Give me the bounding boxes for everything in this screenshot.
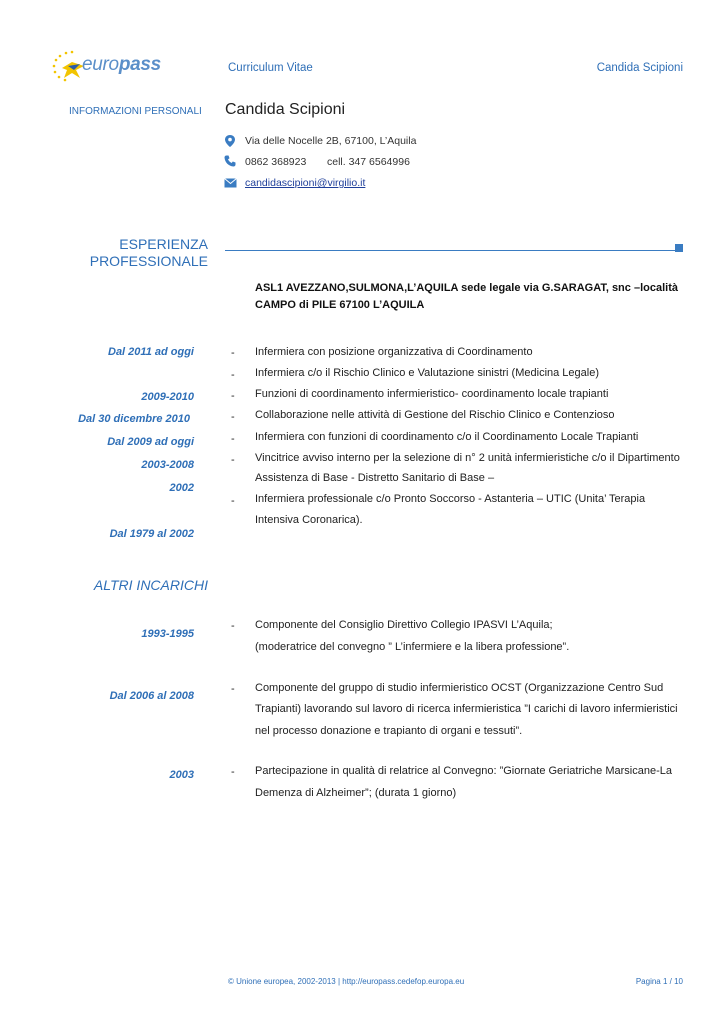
other-role-date: 2003 bbox=[169, 769, 194, 781]
bullet-dash: - bbox=[231, 620, 235, 632]
section-divider-end bbox=[675, 244, 683, 252]
experience-date: Dal 1979 al 2002 bbox=[109, 528, 194, 540]
section-divider bbox=[225, 250, 675, 251]
location-pin-icon bbox=[224, 135, 236, 147]
experience-item: Infermiera con funzioni di coordinamento c/o il Coordinamento Locale Trapianti bbox=[255, 431, 639, 443]
experience-date: 2003-2008 bbox=[141, 459, 194, 471]
experience-item: Assistenza di Base - Distretto Sanitario di Base – bbox=[255, 472, 495, 484]
phone-icon bbox=[224, 155, 236, 167]
experience-item: Collaborazione nelle attività di Gestione del Rischio Clinico e Contenzioso bbox=[255, 409, 615, 421]
experience-item: Infermiera c/o il Rischio Clinico e Valutazione sinistri (Medicina Legale) bbox=[255, 367, 599, 379]
email-icon bbox=[224, 178, 237, 188]
employer: ASL1 AVEZZANO,SULMONA,L’AQUILA sede legale via G.SARAGAT, snc –località CAMPO di PILE 67100 L’AQUILA bbox=[255, 282, 678, 311]
other-role-item: (moderatrice del convegno ” L’infermiere e la libera professione”. bbox=[255, 641, 570, 653]
email-link[interactable]: candidascipioni@virgilio.it bbox=[245, 177, 366, 189]
other-roles-section-title: ALTRI INCARICHI bbox=[93, 577, 208, 593]
bullet-dash: - bbox=[231, 369, 235, 381]
experience-date: Dal 2011 ad oggi bbox=[108, 346, 194, 358]
experience-item: Intensiva Coronarica). bbox=[255, 514, 363, 526]
other-role-item: Trapianti) lavorando sul lavoro di ricerca infermieristica ”I carichi di lavoro infermieristici bbox=[255, 703, 678, 715]
other-role-item: Partecipazione in qualità di relatrice al Convegno: ”Giornate Geriatriche Marsicane-La bbox=[255, 765, 672, 777]
experience-date: Dal 2009 ad oggi bbox=[107, 436, 194, 448]
experience-item: Funzioni di coordinamento infermieristico- coordinamento locale trapianti bbox=[255, 388, 609, 400]
other-role-date: Dal 2006 al 2008 bbox=[109, 690, 194, 702]
bullet-dash: - bbox=[231, 454, 235, 466]
personal-info-label: INFORMAZIONI PERSONALI bbox=[69, 106, 202, 117]
footer-page-number: Pagina 1 / 10 bbox=[635, 977, 683, 986]
mobile-number: cell. 347 6564996 bbox=[327, 156, 410, 168]
experience-section-title: ESPERIENZA PROFESSIONALE bbox=[89, 236, 208, 269]
other-role-item: nel processo donazione e trapianto di organi e tessuti”. bbox=[255, 725, 523, 737]
bullet-dash: - bbox=[231, 411, 235, 423]
bullet-dash: - bbox=[231, 433, 235, 445]
bullet-dash: - bbox=[231, 683, 235, 695]
bullet-dash: - bbox=[231, 495, 235, 507]
experience-date: Dal 30 dicembre 2010 bbox=[78, 413, 190, 425]
header-candidate-name: Candida Scipioni bbox=[596, 62, 683, 74]
other-role-date: 1993-1995 bbox=[141, 628, 194, 640]
doc-title: Curriculum Vitae bbox=[228, 62, 313, 74]
other-role-item: Demenza di Alzheimer”; (durata 1 giorno) bbox=[255, 787, 457, 799]
bullet-dash: - bbox=[231, 766, 235, 778]
phone-number: 0862 368923 bbox=[245, 156, 307, 168]
candidate-name: Candida Scipioni bbox=[225, 101, 346, 118]
experience-date: 2002 bbox=[169, 482, 194, 494]
logo-wordmark: europass bbox=[82, 54, 161, 75]
address: Via delle Nocelle 2B, 67100, L’Aquila bbox=[245, 135, 417, 147]
other-role-item: Componente del Consiglio Direttivo Collegio IPASVI L’Aquila; bbox=[255, 619, 553, 631]
bullet-dash: - bbox=[231, 390, 235, 402]
experience-date: 2009-2010 bbox=[141, 391, 194, 403]
experience-item: Infermiera professionale c/o Pronto Soccorso - Astanteria – UTIC (Unita’ Terapia bbox=[255, 493, 646, 505]
experience-item: Vincitrice avviso interno per la selezione di n° 2 unità infermieristiche c/o il Dipartimento bbox=[255, 452, 680, 464]
experience-item: Infermiera con posizione organizzativa di Coordinamento bbox=[255, 346, 533, 358]
footer-copyright: © Unione europea, 2002-2013 | http://europass.cedefop.europa.eu bbox=[228, 977, 465, 986]
bullet-dash: - bbox=[231, 347, 235, 359]
other-role-item: Componente del gruppo di studio infermieristico OCST (Organizzazione Centro Sud bbox=[255, 682, 664, 694]
